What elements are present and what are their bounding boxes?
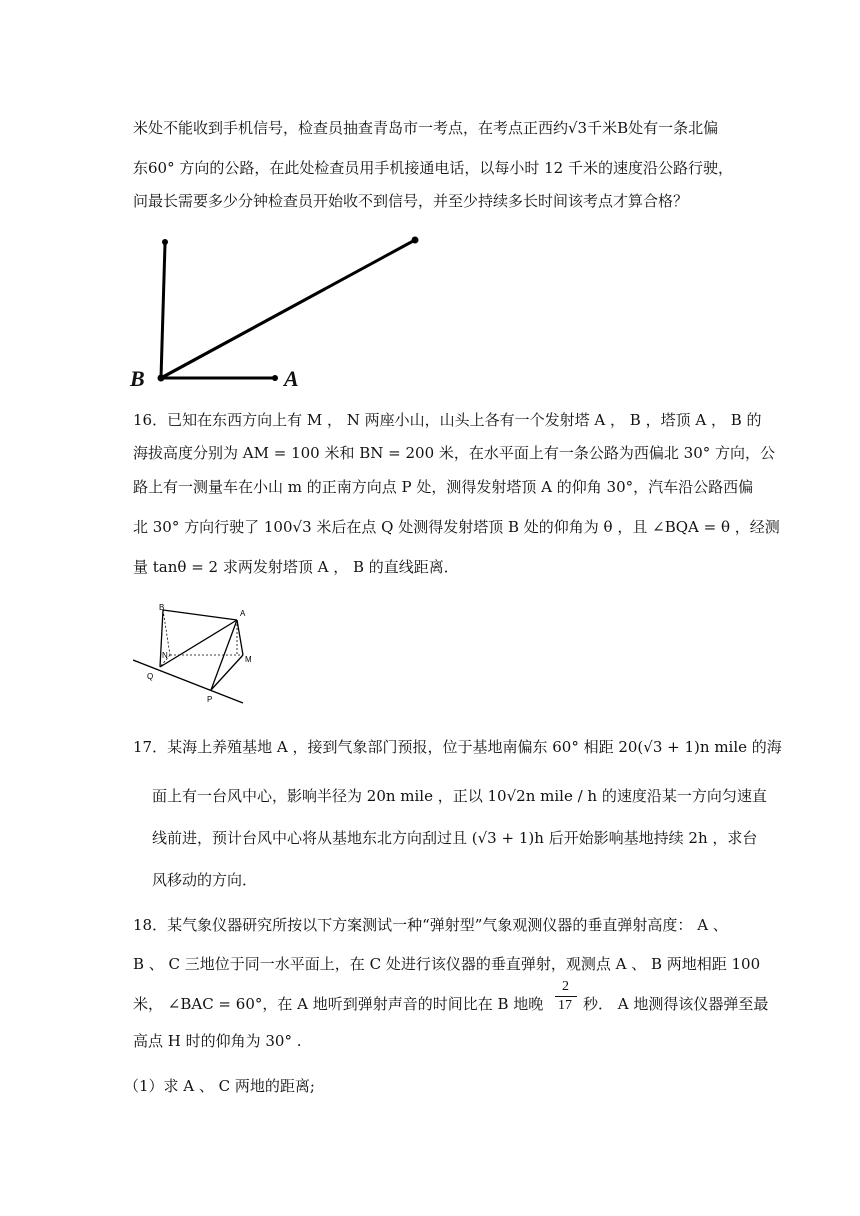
fraction-denominator: 17 [558,998,572,1013]
p16-line-5: 量 tanθ = 2 求两发射塔顶 A ， B 的直线距离． [133,558,459,576]
p17-line-4: 风移动的方向． [152,871,258,889]
p18-line-3b: 秒． A 地测得该仪器弹至最 [583,995,769,1013]
p15-line-1: 米处不能收到手机信号，检查员抽查青岛市一考点，在考点正西约√3千米B处有一条北偏 [133,119,719,137]
p18-sub-1: （1）求 A 、 C 两地的距离; [124,1077,315,1095]
p18-line-4: 高点 H 时的仰角为 30° . [133,1032,302,1050]
fig15-label-b: B [130,366,145,391]
p16-line-1: 16．已知在东西方向上有 M ， N 两座小山，山头上各有一个发射塔 A ， B ，塔顶 A ， B 的 [133,411,762,429]
p17-line-2: 面上有一台风中心，影响半径为 20n mile ，正以 10√2n mile / h 的速度沿某一方向匀速直 [152,787,767,805]
p15-line-2: 东60° 方向的公路，在此处检查员用手机接通电话，以每小时 12 千米的速度沿公路行驶， [133,159,733,177]
road-line [133,660,243,703]
p18-line-2: B 、 C 三地位于同一水平面上，在 C 处进行该仪器的垂直弹射，观测点 A 、 B 两地相距 100 [133,955,761,973]
p15-line-3: 问最长需要多少分钟检查员开始收不到信号，并至少持续多长时间该考点才算合格？ [133,192,689,210]
label-q: Q [147,672,154,681]
label-m: M [245,655,252,664]
p18-line-3a: 米， ∠BAC = 60°，在 A 地听到弹射声音的时间比在 B 地晚 [133,995,544,1013]
p16-line-2: 海拔高度分别为 AM = 100 米和 BN = 200 米，在水平面上有一条公路为西偏北 30° 方向，公 [133,444,776,462]
road-line-ext [125,232,545,392]
p16-line-3: 路上有一测量车在小山 m 的正南方向点 P 处，测得发射塔顶 A 的仰角 30°，汽车沿公路西偏 [133,478,754,496]
p16-line-4: 北 30° 方向行驶了 100√3 米后在点 Q 处测得发射塔顶 B 处的仰角为 θ ，且 ∠BQA = θ ，经测 [133,518,780,536]
label-a: A [240,609,246,618]
label-b: B [159,603,165,612]
fraction-numerator: 2 [562,979,569,994]
p17-line-1: 17．某海上养殖基地 A ，接到气象部门预报，位于基地南偏东 60° 相距 20(√3 + 1)n mile 的海 [133,738,782,756]
tower-diagram [133,600,253,710]
label-p: P [207,695,213,704]
label-n: N [162,651,168,660]
p18-line-1: 18．某气象仪器研究所按以下方案测试一种“弹射型”气象观测仪器的垂直弹射高度： A 、 [133,916,728,934]
p17-line-3: 线前进，预计台风中心将从基地东北方向刮过且 (√3 + 1)h 后开始影响基地持续 2h ，求台 [152,829,758,847]
fraction-bar [555,996,577,997]
fig15-label-a: A [284,366,299,391]
